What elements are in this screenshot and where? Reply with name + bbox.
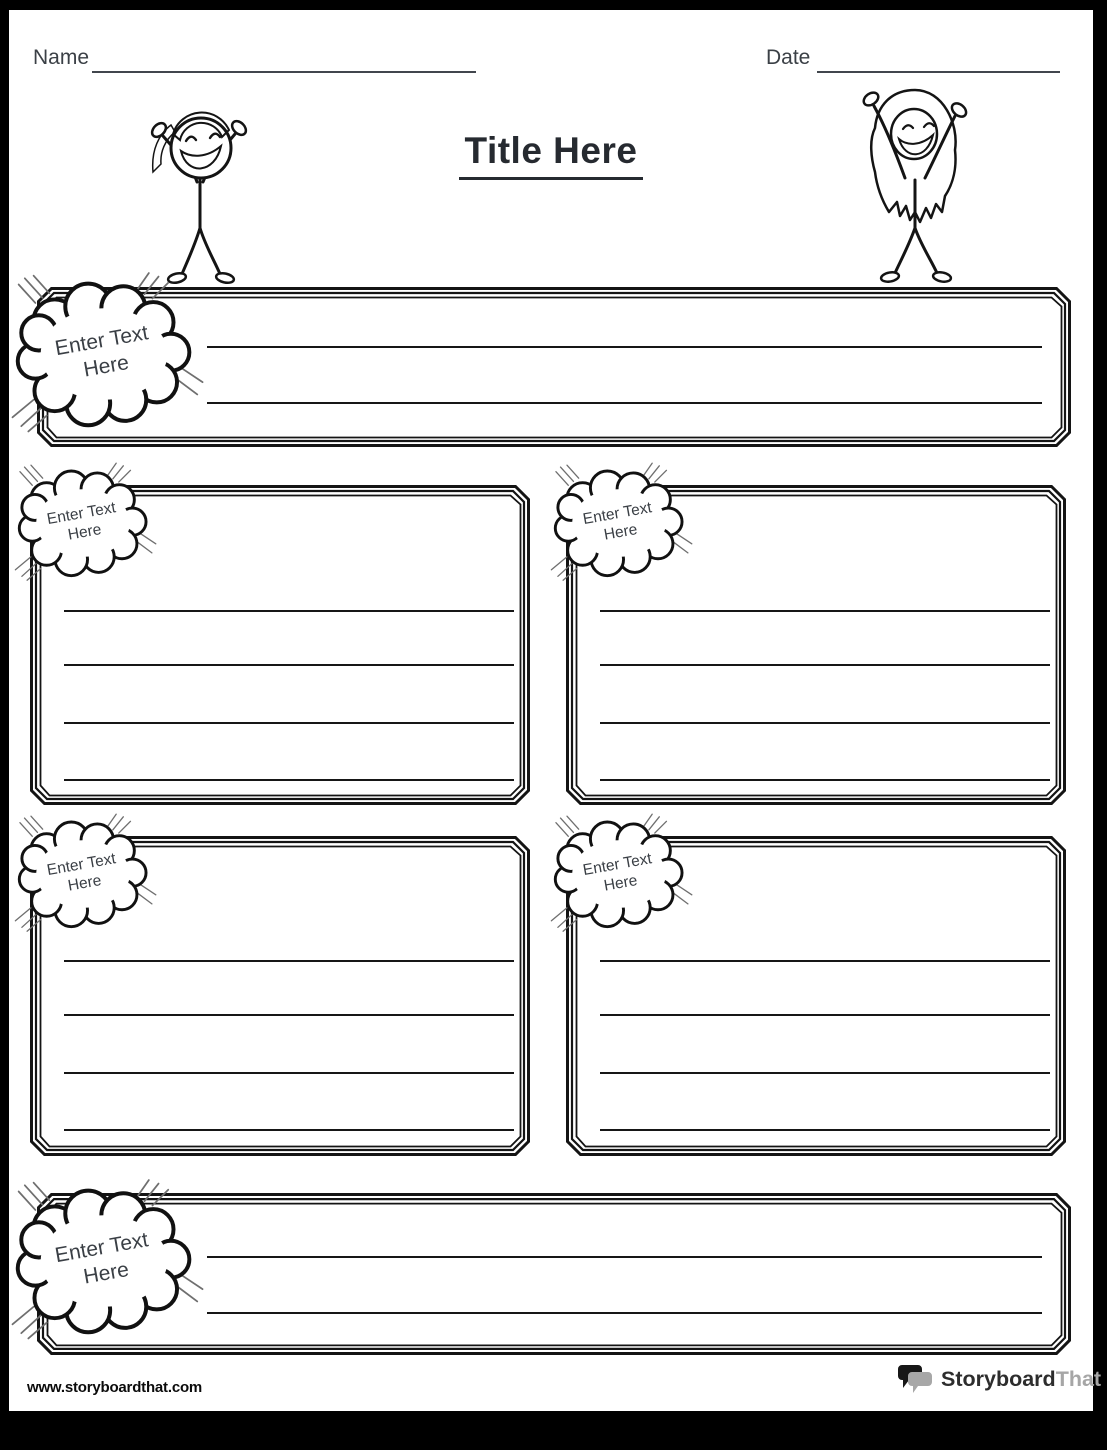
cloud-label[interactable] — [16, 1189, 192, 1333]
cloud-label-line1: Enter Text — [45, 498, 117, 528]
writing-line — [600, 664, 1050, 666]
website-url: www.storyboardthat.com — [27, 1379, 203, 1396]
cloud-label-line2: Here — [81, 351, 131, 382]
writing-line — [64, 664, 514, 666]
text-box-lower-left[interactable] — [30, 836, 530, 1156]
cloud-label[interactable] — [554, 468, 684, 578]
page-title[interactable]: Title Here — [459, 130, 644, 180]
cloud-label-text — [5, 1175, 203, 1347]
writing-line — [600, 960, 1050, 962]
speech-bubbles-icon — [898, 1363, 934, 1395]
cloud-label-text — [545, 458, 692, 589]
cloud-label-line2: Here — [66, 521, 103, 544]
writing-line — [600, 1129, 1050, 1131]
writing-line — [207, 402, 1042, 404]
writing-line — [64, 722, 514, 724]
cloud-label[interactable] — [554, 819, 684, 929]
brand-secondary: That — [1055, 1366, 1102, 1391]
name-input-line[interactable] — [92, 71, 476, 73]
writing-line — [64, 610, 514, 612]
cloud-label-text — [5, 268, 203, 440]
cloud-label-line2: Here — [602, 521, 639, 544]
writing-line — [64, 1129, 514, 1131]
date-label: Date — [766, 46, 811, 69]
brand-primary: Storyboard — [941, 1366, 1056, 1391]
cloud-label[interactable] — [16, 282, 192, 426]
cloud-label-line2: Here — [81, 1258, 131, 1289]
text-box-lower-right[interactable] — [566, 836, 1066, 1156]
writing-line — [600, 1014, 1050, 1016]
cloud-label-line1: Enter Text — [53, 1227, 150, 1267]
name-label: Name — [33, 46, 90, 69]
writing-line — [600, 1072, 1050, 1074]
writing-line — [207, 1312, 1042, 1314]
text-box-middle-left[interactable] — [30, 485, 530, 805]
writing-line — [207, 1256, 1042, 1258]
cloud-label-line2: Here — [602, 872, 639, 895]
cloud-label-line1: Enter Text — [581, 498, 653, 528]
cloud-label[interactable] — [18, 819, 148, 929]
writing-line — [64, 960, 514, 962]
cloud-label-text — [9, 458, 156, 589]
writing-line — [64, 1072, 514, 1074]
text-box-middle-right[interactable] — [566, 485, 1066, 805]
cloud-label-text — [545, 809, 692, 940]
cloud-label-line1: Enter Text — [581, 849, 653, 879]
writing-line — [64, 779, 514, 781]
cloud-label-line1: Enter Text — [45, 849, 117, 879]
stick-figure-girl-icon — [843, 80, 988, 287]
writing-line — [64, 1014, 514, 1016]
writing-line — [600, 722, 1050, 724]
date-input-line[interactable] — [817, 71, 1060, 73]
text-box-top[interactable] — [37, 287, 1071, 447]
writing-line — [600, 610, 1050, 612]
storyboardthat-logo — [898, 1363, 1101, 1395]
writing-line — [207, 346, 1042, 348]
stick-figure-boy-icon — [123, 90, 275, 290]
cloud-label-line2: Here — [66, 872, 103, 895]
cloud-label-line1: Enter Text — [53, 320, 150, 360]
brand-text — [941, 1367, 1101, 1392]
cloud-label-text — [9, 809, 156, 940]
writing-line — [600, 779, 1050, 781]
cloud-label[interactable] — [18, 468, 148, 578]
text-box-bottom[interactable] — [37, 1193, 1071, 1355]
